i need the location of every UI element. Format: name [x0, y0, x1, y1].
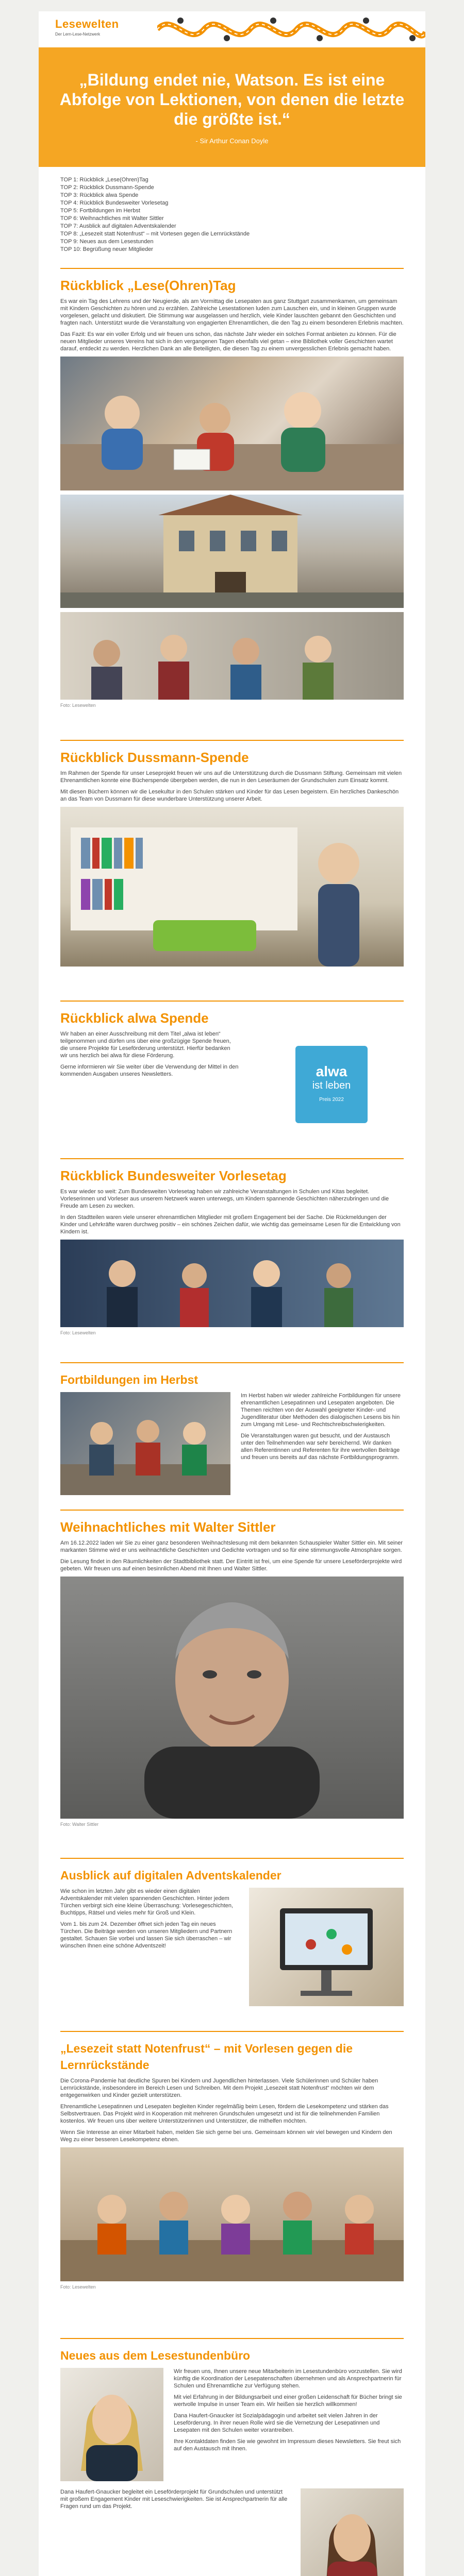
- photo-illustration: [249, 1888, 404, 2006]
- lesestunden-row-2: [60, 2488, 404, 2576]
- toc-item[interactable]: TOP 7: Ausblick auf digitalen Adventskalender: [60, 223, 176, 229]
- alwa-badge-col: [249, 1030, 404, 1139]
- section-text: Im Rahmen der Spende für unser Leseprojekt freuen wir uns auf die Unterstützung durch die Dussmann Stiftung. Gemeinsam mit vielen Ehrenamtlichen konnte eine Bücherspende übergeben werden, die nun in den Leseräumen der Grundschulen zum Einsatz kommt.: [60, 770, 402, 784]
- section-sittler: [39, 1519, 425, 1849]
- advent-photo: [249, 1888, 404, 2006]
- photo-illustration: [60, 357, 404, 490]
- section-text: Wenn Sie Interesse an einer Mitarbeit haben, melden Sie sich gerne bei uns. Gemeinsam können wir viel bewegen und Kindern den Weg zu einer besseren Lesekompetenz ebnen.: [60, 2129, 392, 2143]
- lesestunden-text-col-2: [60, 2488, 290, 2576]
- section-title: Rückblick Bundesweiter Vorlesetag: [60, 1168, 287, 1183]
- toc-item[interactable]: TOP 5: Fortbildungen im Herbst: [60, 208, 140, 214]
- alwa-badge: [295, 1046, 368, 1123]
- photo-illustration: [60, 612, 404, 700]
- lesestunden-text-col-1: [174, 2368, 404, 2481]
- section-text: Die Corona-Pandemie hat deutliche Spuren bei Kindern und Jugendlichen hinterlassen. Viele Schülerinnen und Schüler haben Lernrückstände, insbesondere im Bereich Lesen und Schreiben. Mit dem Projekt „Lesezeit statt Notenfrust“ möchten wir dem entgegenwirken und Kinder gezielt unterstützen.: [60, 2078, 378, 2098]
- section-title: „Lesezeit statt Notenfrust“ – mit Vorlesen gegen die Lernrückstände: [60, 2042, 353, 2072]
- section-title: Rückblick Dussmann-Spende: [60, 750, 249, 765]
- photo-illustration: [60, 1240, 404, 1327]
- divider: [60, 1158, 404, 1159]
- toc-item[interactable]: TOP 3: Rückblick alwa Spende: [60, 192, 139, 198]
- lesestunden-row-1: [60, 2368, 404, 2481]
- alwa-badge-tagline: ist leben: [312, 1080, 351, 1091]
- alwa-row: [60, 1030, 404, 1139]
- hero-author: - Sir Arthur Conan Doyle: [195, 137, 269, 145]
- section-text: Im Herbst haben wir wieder zahlreiche Fortbildungen für unsere ehrenamtlichen Lesepatinnen und Lesepaten angeboten. Die Themen reichten von der Auswahl geeigneter Kinder- und Jugendliteratur über Methoden des dialogischen Lesens bis hin zum Umgang mit Lese- und Rechtschreibschwierigkeiten.: [241, 1393, 401, 1428]
- section-text: Gerne informieren wir Sie weiter über die Verwendung der Mittel in den kommenden Ausgaben unseres Newsletters.: [60, 1064, 239, 1077]
- photo-illustration: [60, 807, 404, 967]
- fortbildungen-text-col: [241, 1392, 404, 1495]
- toc-item[interactable]: TOP 10: Begrüßung neuer Mitglieder: [60, 246, 153, 252]
- hero-quote: „Bildung endet nie, Watson. Es ist eine Abfolge von Lektionen, von denen die letzte die größte ist.“: [59, 71, 405, 128]
- photo-caption: Foto: Lesewelten: [60, 2284, 96, 2290]
- photo-children-group: [60, 2147, 404, 2281]
- photo-library-donation: [60, 807, 404, 967]
- photo-illustration: [60, 2368, 163, 2481]
- photo-walter-sittler: [60, 1577, 404, 1819]
- section-text: Vom 1. bis zum 24. Dezember öffnet sich jeden Tag ein neues Türchen. Die Beiträge werden von unseren Mitgliedern und Partnern gestaltet. Schauen Sie vorbei und lassen Sie sich überraschen – wir wünschen Ihnen eine schöne Adventszeit!: [60, 1921, 233, 1949]
- section-text: Die Lesung findet in den Räumlichkeiten der Stadtbibliothek statt. Der Eintritt ist frei, um eine Spende für unsere Leseförderprojekte wird gebeten. Wir freuen uns auf einen besinnlichen Abend mit Ihnen und Walter Sittler.: [60, 1558, 402, 1572]
- section-text: Es war wieder so weit: Zum Bundesweiten Vorlesetag haben wir zahlreiche Veranstaltungen in Schulen und Kitas begleitet. Vorleserinnen und Vorleser aus unserem Netzwerk waren unterwegs, um Kindern spannende Geschichten näherzubringen und die Freude am Lesen zu wecken.: [60, 1189, 389, 1209]
- section-text: Mit viel Erfahrung in der Bildungsarbeit und einer großen Leidenschaft für Bücher bringt sie wertvolle Impulse in unser Team ein. Wir heißen sie herzlich willkommen!: [174, 2394, 402, 2408]
- section-title: Neues aus dem Lesestundenbüro: [60, 2349, 251, 2362]
- section-lesezeit: [39, 2040, 425, 2329]
- section-vorlesetag: [39, 1167, 425, 1353]
- toc-item[interactable]: TOP 9: Neues aus dem Lesestunden: [60, 239, 154, 245]
- photo-caption: Foto: Walter Sittler: [60, 1822, 99, 1827]
- section-text: Dana Haufert-Gnaucker begleitet ein Leseförderprojekt für Grundschulen und unterstützt mit großem Engagement Kinder mit Leseschwierigkeiten. Sie ist Ansprechpartnerin für alle Fragen rund um das Projekt.: [60, 2489, 288, 2510]
- photo-illustration: [60, 1392, 230, 1495]
- section-title: Rückblick alwa Spende: [60, 1010, 209, 1026]
- section-text: Die Veranstaltungen waren gut besucht, und der Austausch unter den Teilnehmenden war sehr bereichernd. Wir danken allen Referentinnen und Referenten für ihre wertvollen Beiträge und freuen uns bereits auf das nächste Fortbildungsprogramm.: [241, 1433, 400, 1461]
- section-text: Wie schon im letzten Jahr gibt es wieder einen digitalen Adventskalender mit vielen spannenden Geschichten. Hinter jedem Türchen verbirgt sich eine kleine Überraschung: Vorlesegeschichten, Buchtipps, Rätsel und vieles mehr für Groß und Klein.: [60, 1888, 234, 1916]
- header-pattern: [157, 11, 425, 47]
- section-advent: [39, 1867, 425, 2022]
- advent-row: [60, 1888, 404, 2006]
- photo-children-reading: [60, 357, 404, 490]
- logo-subtitle: Der Lern-Lese-Netzwerk: [55, 32, 101, 37]
- alwa-badge-name: alwa: [316, 1063, 347, 1079]
- toc-item[interactable]: TOP 1: Rückblick „Lese(Ohren)Tag: [60, 177, 148, 183]
- toc-item[interactable]: TOP 2: Rückblick Dussmann-Spende: [60, 184, 154, 191]
- divider: [60, 1858, 404, 1859]
- newsletter: [39, 0, 425, 2576]
- section-alwa: [39, 1010, 425, 1149]
- section-text: Ihre Kontaktdaten finden Sie wie gewohnt im Impressum dieses Newsletters. Sie freut sich auf den Austausch mit Ihnen.: [174, 2438, 401, 2452]
- divider: [60, 2031, 404, 2032]
- table-of-contents: [39, 167, 425, 259]
- section-dussmann: [39, 749, 425, 991]
- divider: [60, 1001, 404, 1002]
- photo-illustration: [60, 1577, 404, 1819]
- staff-photo-1: [60, 2368, 163, 2481]
- alwa-badge-year: Preis 2022: [319, 1097, 344, 1103]
- hero-quote-box: [39, 47, 425, 167]
- section-title: Weihnachtliches mit Walter Sittler: [60, 1519, 276, 1535]
- photo-audience: [60, 612, 404, 700]
- photo-illustration: [60, 2147, 404, 2281]
- section-text: Mit diesen Büchern können wir die Lesekultur in den Schulen stärken und Kinder für das Lesen begeistern. Ein herzliches Dankeschön an das Team von Dussmann für diese wunderbare Unterstützung unserer Arbeit.: [60, 789, 399, 802]
- advent-text-col: [60, 1888, 239, 2006]
- section-text: In den Stadtteilen waren viele unserer ehrenamtlichen Mitglieder mit großem Engagement bei der Sache. Die Rückmeldungen der Kinder und Lehrkräfte waren durchweg positiv – ein schönes Zeichen dafür, wie wichtig das gemeinsame Lesen für die Entwicklung von Kindern ist.: [60, 1214, 401, 1235]
- section-text: Wir haben an einer Ausschreibung mit dem Titel „alwa ist leben“ teilgenommen und dürfen uns über eine großzügige Spende freuen, die unsere Projekte für Leseförderung unterstützt. Hierfür bedanken wir uns herzlich bei alwa für diese Förderung.: [60, 1031, 231, 1059]
- photo-illustration: [301, 2488, 404, 2576]
- logo[interactable]: Lesewelten: [55, 18, 119, 30]
- photo-stuttgart-building: [60, 495, 404, 608]
- divider: [60, 740, 404, 741]
- divider: [60, 1362, 404, 1363]
- section-text: Am 16.12.2022 laden wir Sie zu einer ganz besonderen Weihnachtslesung mit dem bekannten Schauspieler Walter Sittler ein. Mit seiner markanten Stimme wird er uns weihnachtliche Geschichten und Gedichte vortragen und so für eine stimmungsvolle Atmosphäre sorgen.: [60, 1540, 403, 1553]
- photo-readers-group: [60, 1240, 404, 1327]
- fortbildungen-row: [60, 1392, 404, 1495]
- divider: [60, 268, 404, 269]
- section-lesestunden: [39, 2347, 425, 2576]
- alwa-text-col: [60, 1030, 239, 1139]
- section-text: Wir freuen uns, Ihnen unsere neue Mitarbeiterin im Lesestundenbüro vorzustellen. Sie wird künftig die Koordination der Lesepatenschaften übernehmen und als Ansprechpartnerin für Schulen und Ehrenamtliche zur Verfügung stehen.: [174, 2368, 402, 2389]
- divider: [60, 2338, 404, 2339]
- section-text: Es war ein Tag des Lehrens und der Neugierde, als am Vormittag die Lesepaten aus ganz Stuttgart zusammenkamen, um gemeinsam mit Kindern Geschichten zu hören und zu erzählen. Zahlreiche Lesestationen luden zum Lauschen ein, und in kleinen Gruppen wurde vorgelesen, gelacht und diskutiert. Die Stimmung war ausgelassen und herzlich, viele Kinder lauschten gebannt den Geschichten und fragten nach. Unterstützt wurde die Veranstaltung von engagierten Ehrenamtlichen, die den Tag zu einem besonderen Erlebnis machten.: [60, 298, 404, 326]
- section-title: Rückblick „Lese(Ohren)Tag: [60, 278, 236, 293]
- toc-item[interactable]: TOP 6: Weihnachtliches mit Walter Sittler: [60, 215, 164, 222]
- section-title: Ausblick auf digitalen Adventskalender: [60, 1869, 281, 1882]
- toc-item[interactable]: TOP 4: Rückblick Bundesweiter Vorlesetag: [60, 200, 169, 206]
- top-spacer: [39, 0, 425, 11]
- divider: [60, 1510, 404, 1511]
- header: [39, 11, 425, 47]
- section-fortbildungen: [39, 1371, 425, 1500]
- section-title: Fortbildungen im Herbst: [60, 1373, 198, 1386]
- staff-photo-2: [301, 2488, 404, 2576]
- photo-illustration: [60, 495, 404, 608]
- section-text: Das Fazit: Es war ein voller Erfolg und wir freuen uns schon, das nächste Jahr wieder ein solches Format anbieten zu können. Für die neuen Mitglieder unseres Vereins hat sich in den vergangenen Tagen ebenfalls viel getan – eine Bibliothek voller Geschichten wartet darauf, entdeckt zu werden. Herzlichen Dank an alle Beteiligten, die diesen Tag zu einem unvergesslichen Erlebnis gemacht haben.: [60, 331, 396, 352]
- section-text: Dana Haufert-Gnaucker ist Sozialpädagogin und arbeitet seit vielen Jahren in der Leseförderung. In ihrer neuen Rolle wird sie die Vernetzung der Lesepatinnen und Lesepaten mit den Schulen weiter vorantreiben.: [174, 2413, 380, 2433]
- toc-item[interactable]: TOP 8: „Lesezeit statt Notenfrust“ – mit Vortesen gegen die Lernrückstände: [60, 231, 250, 237]
- photo-caption: Foto: Lesewelten: [60, 703, 96, 708]
- photo-caption: Foto: Lesewelten: [60, 1330, 96, 1335]
- section-text: Ehrenamtliche Lesepatinnen und Lesepaten begleiten Kinder regelmäßig beim Lesen, fördern die Lesekompetenz und stärken das Selbstvertrauen. Das Projekt wird in Kooperation mit mehreren Grundschulen umgesetzt und ist für die teilnehmenden Familien kostenlos. Wir freuen uns über weitere Unterstützerinnen und Unterstützer, die mithelfen möchten.: [60, 2104, 389, 2124]
- section-lesetag: [39, 277, 425, 731]
- fortbildungen-photo: [60, 1392, 230, 1495]
